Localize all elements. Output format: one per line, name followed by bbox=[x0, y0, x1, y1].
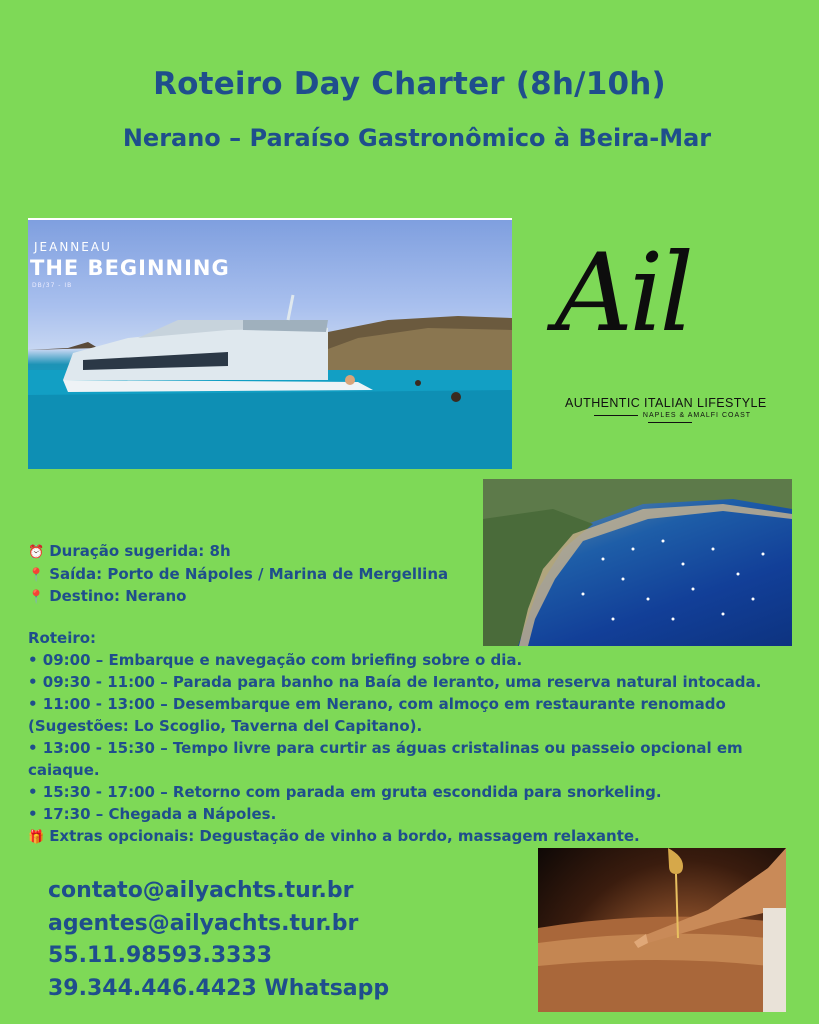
clock-icon: ⏰ bbox=[28, 545, 45, 560]
yacht-photo bbox=[28, 218, 512, 469]
itinerary-extras-text: Extras opcionais: Degustação de vinho a bordo, massagem relaxante. bbox=[49, 827, 640, 845]
detail-departure bbox=[28, 563, 448, 587]
pin-icon: 📍 bbox=[28, 590, 45, 605]
page-title: Roteiro Day Charter (8h/10h) bbox=[153, 66, 666, 102]
itinerary-heading: Roteiro: bbox=[28, 629, 97, 647]
itinerary-extras bbox=[28, 825, 798, 849]
coast-illustration bbox=[483, 479, 792, 646]
itinerary-item: • 15:30 - 17:00 – Retorno com parada em gruta escondida para snorkeling. bbox=[28, 783, 662, 801]
detail-destination-text: Destino: Nerano bbox=[49, 587, 187, 605]
contact-email-2[interactable]: agentes@ailyachts.tur.br bbox=[48, 910, 359, 936]
page-subtitle: Nerano – Paraíso Gastronômico à Beira-Mar bbox=[122, 124, 712, 152]
contact-email-1[interactable]: contato@ailyachts.tur.br bbox=[48, 878, 354, 903]
yacht-brand: JEANNEAU bbox=[34, 240, 112, 254]
logo-subline bbox=[565, 412, 775, 426]
brand-logo bbox=[545, 230, 785, 430]
pin-icon: 📍 bbox=[28, 568, 45, 583]
detail-duration bbox=[28, 540, 231, 564]
logo-script: Ail bbox=[555, 231, 691, 356]
itinerary-item: • 17:30 – Chegada a Nápoles. bbox=[28, 805, 277, 823]
itinerary bbox=[28, 627, 798, 849]
detail-departure-text: Saída: Porto de Nápoles / Marina de Mergellina bbox=[49, 565, 449, 583]
detail-destination bbox=[28, 585, 187, 609]
gift-icon: 🎁 bbox=[28, 830, 45, 845]
contact-whatsapp[interactable]: 39.344.446.4423 Whatsapp bbox=[48, 975, 390, 1001]
contact-phone[interactable]: 55.11.98593.3333 bbox=[48, 943, 273, 968]
itinerary-item: • 11:00 - 13:00 – Desembarque em Nerano, com almoço em restaurante renomado (Sugestões: Lo Scoglio, Taverna del Capitano). bbox=[28, 695, 726, 735]
detail-duration-text: Duração sugerida: 8h bbox=[49, 542, 231, 560]
massage-photo bbox=[538, 848, 786, 1012]
coast-photo bbox=[483, 479, 792, 646]
itinerary-item: • 13:00 - 15:30 – Tempo livre para curtir as águas cristalinas ou passeio opcional em caiaque. bbox=[28, 739, 743, 779]
logo-subline-text: NAPLES & AMALFI COAST bbox=[642, 412, 752, 419]
itinerary-item: • 09:30 - 11:00 – Parada para banho na Baía de Ieranto, uma reserva natural intocada. bbox=[28, 673, 762, 691]
logo-tagline: AUTHENTIC ITALIAN LIFESTYLE bbox=[565, 396, 767, 410]
yacht-model: THE BEGINNING bbox=[30, 256, 230, 280]
contacts bbox=[48, 875, 389, 1005]
itinerary-item: • 09:00 – Embarque e navegação com briefing sobre o dia. bbox=[28, 651, 523, 669]
massage-illustration bbox=[538, 848, 786, 1012]
yacht-code: DB/37 - IB bbox=[32, 282, 73, 289]
